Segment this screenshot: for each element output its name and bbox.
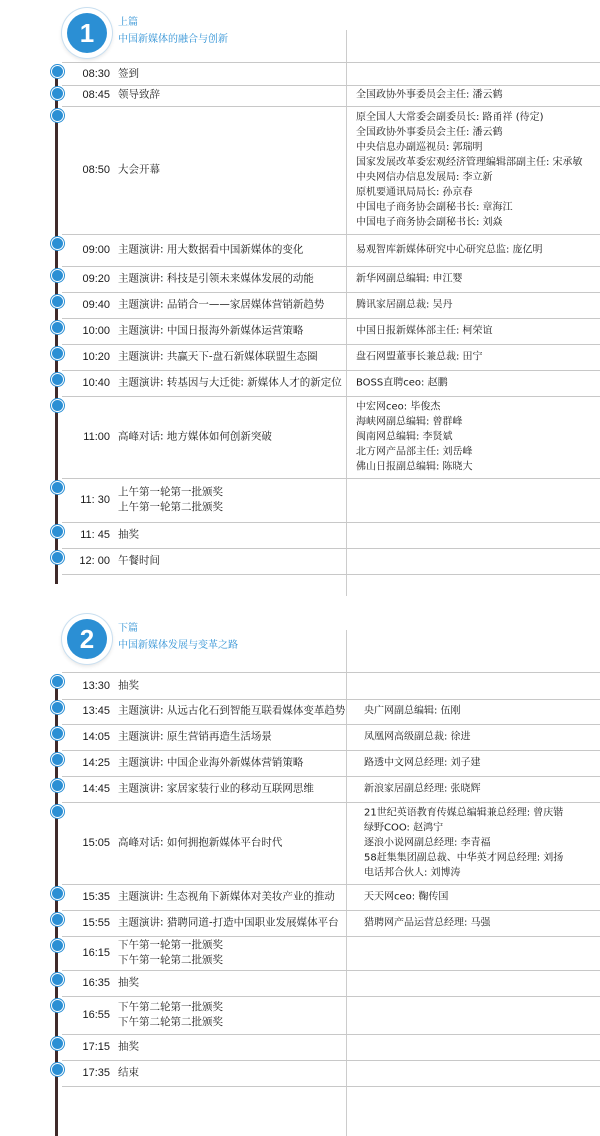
row-time: 10:40 [82, 377, 110, 389]
speaker-line: 闽南网总编辑: 李贤斌 [356, 431, 453, 443]
table-row [62, 318, 600, 345]
row-title-line: 主题演讲: 科技是引领未来媒体发展的动能 [118, 272, 314, 285]
table-row [62, 266, 600, 293]
table-row [62, 62, 600, 86]
row-title-line: 签到 [118, 67, 139, 80]
timeline-dot [51, 701, 64, 714]
speaker-line: 中国电子商务协会副秘书长: 刘焱 [356, 217, 503, 228]
row-time: 08:30 [82, 68, 110, 80]
timeline-dot [51, 237, 64, 250]
section-subtitle: 中国新媒体的融合与创新 [118, 34, 228, 45]
table-row [62, 478, 600, 523]
timeline-dot [51, 1063, 64, 1076]
row-title-line: 高峰对话: 如何拥抱新媒体平台时代 [118, 836, 283, 849]
table-row [62, 910, 600, 937]
speaker-line: 中央网信办信息发展局: 李立新 [356, 172, 493, 183]
speaker-line: 中国电子商务协会副秘书长: 章海江 [356, 202, 513, 213]
row-title [118, 1000, 346, 1030]
row-title-line: 上午第一轮第一批颁奖 [118, 486, 223, 498]
row-title-line: 午餐时间 [118, 554, 160, 567]
speaker-line: 原机要通讯局局长: 孙京春 [356, 187, 473, 198]
row-title [118, 376, 346, 391]
row-time: 12: 00 [79, 555, 110, 567]
timeline-dot [51, 1037, 64, 1050]
speaker-line: 北方网产品部主任: 刘岳峰 [356, 446, 473, 458]
section-title: 上篇 [118, 17, 138, 28]
row-title [118, 704, 346, 719]
timeline-dot [51, 373, 64, 386]
speaker-line: 逐浪小说网副总经理: 李青福 [364, 837, 491, 849]
table-row [62, 522, 600, 549]
speaker-line: 新华网副总编辑: 申江婴 [356, 273, 463, 285]
table-row [62, 884, 600, 911]
row-time: 13:30 [82, 680, 110, 692]
speaker-line: 全国政协外事委员会主任: 潘云鹤 [356, 127, 503, 138]
row-time: 10:20 [82, 351, 110, 363]
table-row [62, 396, 600, 479]
table-row [62, 106, 600, 235]
row-title-line: 抽奖 [118, 679, 139, 692]
row-title [118, 485, 346, 515]
row-title-line: 抽奖 [118, 1040, 139, 1053]
row-title [118, 890, 346, 905]
row-speakers [364, 916, 600, 931]
timeline-dot [51, 321, 64, 334]
row-time: 08:45 [82, 89, 110, 101]
row-time: 11: 30 [80, 494, 110, 506]
row-title [118, 916, 346, 931]
row-speakers [364, 806, 600, 881]
row-time: 16:15 [82, 947, 110, 959]
row-speakers [356, 324, 600, 339]
row-title [118, 163, 346, 178]
row-speakers [364, 756, 600, 771]
timeline-dot [51, 65, 64, 78]
row-title-line: 主题演讲: 转基因与大迁徙: 新媒体人才的新定位 [118, 376, 342, 389]
row-time: 14:25 [82, 757, 110, 769]
row-time: 14:05 [82, 731, 110, 743]
row-title [118, 679, 346, 694]
speaker-line: 21世纪英语教育传媒总编辑兼总经理: 曾庆锴 [364, 807, 564, 819]
section-subtitle: 中国新媒体发展与变革之路 [118, 640, 238, 651]
row-title-line: 主题演讲: 原生营销再造生活场景 [118, 730, 272, 743]
table-row [62, 370, 600, 397]
row-title-line: 主题演讲: 共赢天下-盘石新媒体联盟生态圈 [118, 350, 318, 363]
row-title [118, 554, 346, 569]
timeline-dot [51, 295, 64, 308]
table-row [62, 996, 600, 1035]
row-title-line: 结束 [118, 1066, 139, 1079]
timeline-dot [51, 779, 64, 792]
row-speakers [364, 730, 600, 745]
speaker-line: 盘石网盟董事长兼总裁: 田宁 [356, 351, 483, 363]
speaker-line: 天天网ceo: 鞠传国 [364, 891, 449, 903]
speaker-line: 原全国人大常委会副委员长: 路甬祥 (待定) [356, 112, 544, 123]
row-speakers [356, 350, 600, 365]
row-time: 15:55 [82, 917, 110, 929]
row-title-line: 主题演讲: 用大数据看中国新媒体的变化 [118, 243, 304, 256]
table-row [62, 548, 600, 575]
speaker-line: 海峡网副总编辑: 曾群峰 [356, 416, 463, 428]
row-title-line: 抽奖 [118, 528, 139, 541]
row-speakers [356, 376, 600, 391]
row-time: 11: 45 [80, 529, 110, 541]
row-title [118, 67, 346, 82]
row-speakers [356, 400, 600, 475]
row-speakers [356, 298, 600, 313]
speaker-line: 国家发展改革委宏观经济管理编辑部副主任: 宋承敏 [356, 157, 583, 168]
table-row [62, 970, 600, 997]
row-speakers [364, 890, 600, 905]
timeline-dot [51, 973, 64, 986]
timeline-dot [51, 939, 64, 952]
timeline-dot [51, 675, 64, 688]
speaker-line: 易观智库新媒体研究中心研究总监: 庞亿明 [356, 244, 543, 256]
speaker-line: 中国日报新媒体部主任: 柯荣谊 [356, 325, 493, 337]
row-title [118, 976, 346, 991]
row-time: 08:50 [82, 164, 110, 176]
timeline-dot [51, 87, 64, 100]
row-title [118, 1066, 346, 1081]
table-row [62, 802, 600, 885]
row-title [118, 350, 346, 365]
row-title-line: 主题演讲: 生态视角下新媒体对美妆产业的推动 [118, 890, 335, 903]
speaker-line: 路透中文网总经理: 刘子建 [364, 757, 481, 769]
row-title-line: 领导致辞 [118, 88, 160, 101]
timeline-dot [51, 109, 64, 122]
table-row [62, 936, 600, 971]
speaker-line: 猎聘网产品运营总经理: 马强 [364, 917, 491, 929]
section-number: 1 [67, 13, 107, 53]
row-speakers [356, 110, 600, 230]
row-speakers [356, 243, 600, 258]
row-time: 17:15 [82, 1041, 110, 1053]
speaker-line: BOSS直聘ceo: 赵鹏 [356, 377, 448, 389]
timeline-dot [51, 481, 64, 494]
speaker-line: 佛山日报副总编辑: 陈晓大 [356, 461, 473, 473]
table-row [62, 672, 600, 700]
row-title-line: 高峰对话: 地方媒体如何创新突破 [118, 430, 272, 443]
timeline-dot [51, 551, 64, 564]
row-title [118, 528, 346, 543]
row-time: 16:55 [82, 1009, 110, 1021]
row-time: 13:45 [82, 705, 110, 717]
speaker-line: 中央信息办副巡视员: 郭瑞明 [356, 142, 483, 153]
row-title [118, 324, 346, 339]
speaker-line: 58赶集集团副总裁、中华英才网总经理: 刘扬 [364, 852, 564, 864]
row-title [118, 298, 346, 313]
speaker-line: 央广网副总编辑: 伍刚 [364, 705, 461, 717]
row-title-line: 主题演讲: 家居家装行业的移动互联网思维 [118, 782, 314, 795]
row-title [118, 836, 346, 851]
row-speakers [364, 704, 600, 719]
timeline-dot [51, 913, 64, 926]
row-title [118, 756, 346, 771]
row-title-line: 下午第一轮第一批颁奖 [118, 939, 223, 951]
timeline-dot [51, 269, 64, 282]
speaker-line: 全国政协外事委员会主任: 潘云鹤 [356, 89, 503, 101]
row-title [118, 1040, 346, 1055]
row-title [118, 782, 346, 797]
table-row [62, 1034, 600, 1061]
row-title-line: 大会开幕 [118, 163, 160, 176]
row-title [118, 430, 346, 445]
table-row [62, 750, 600, 777]
row-title-line: 主题演讲: 中国企业海外新媒体营销策略 [118, 756, 304, 769]
row-time: 17:35 [82, 1067, 110, 1079]
timeline-dot [51, 887, 64, 900]
table-row [62, 292, 600, 319]
row-time: 09:20 [82, 273, 110, 285]
row-title [118, 730, 346, 745]
timeline-dot [51, 805, 64, 818]
section-title: 下篇 [118, 623, 138, 634]
section-number-badge [62, 614, 112, 664]
timeline-dot [51, 727, 64, 740]
row-title-line: 主题演讲: 猎聘同道-打造中国职业发展媒体平台 [118, 916, 339, 929]
row-time: 10:00 [82, 325, 110, 337]
timeline-dot [51, 347, 64, 360]
row-time: 14:45 [82, 783, 110, 795]
row-title [118, 938, 346, 968]
table-row [62, 344, 600, 371]
section-number: 2 [67, 619, 107, 659]
row-time: 11:00 [83, 431, 110, 443]
table-row [62, 698, 600, 725]
timeline-dot [51, 753, 64, 766]
timeline-dot [51, 999, 64, 1012]
row-title-line: 上午第一轮第二批颁奖 [118, 501, 223, 513]
row-title-line: 主题演讲: 中国日报海外新媒体运营策略 [118, 324, 304, 337]
row-title-line: 下午第二轮第一批颁奖 [118, 1001, 223, 1013]
table-row [62, 234, 600, 267]
row-speakers [356, 272, 600, 287]
table-row [62, 776, 600, 803]
table-row [62, 724, 600, 751]
section-number-badge [62, 8, 112, 58]
row-title-line: 下午第二轮第二批颁奖 [118, 1016, 223, 1028]
speaker-line: 腾讯家居副总裁: 吴丹 [356, 299, 453, 311]
timeline-dot [51, 525, 64, 538]
row-title-line: 下午第一轮第二批颁奖 [118, 954, 223, 966]
row-title-line: 抽奖 [118, 976, 139, 989]
speaker-line: 中宏网ceo: 毕俊杰 [356, 401, 441, 413]
row-time: 09:40 [82, 299, 110, 311]
speaker-line: 电话邦合伙人: 刘博涛 [364, 867, 461, 879]
row-time: 09:00 [82, 244, 110, 256]
speaker-line: 新浪家居副总经理: 张晓辉 [364, 783, 481, 795]
table-row [62, 84, 600, 107]
row-title [118, 272, 346, 287]
row-speakers [364, 782, 600, 797]
row-speakers [356, 88, 600, 103]
row-time: 15:05 [82, 837, 110, 849]
speaker-line: 绿野COO: 赵鸿宁 [364, 822, 444, 834]
table-row [62, 1060, 600, 1087]
row-title-line: 主题演讲: 品销合一——家居媒体营销新趋势 [118, 298, 325, 311]
speaker-line: 凤凰网高级副总裁: 徐进 [364, 731, 471, 743]
row-time: 15:35 [82, 891, 110, 903]
row-title-line: 主题演讲: 从远古化石到智能互联看媒体变革趋势 [118, 704, 346, 717]
row-title [118, 88, 346, 103]
timeline-dot [51, 399, 64, 412]
row-time: 16:35 [82, 977, 110, 989]
row-title [118, 243, 346, 258]
